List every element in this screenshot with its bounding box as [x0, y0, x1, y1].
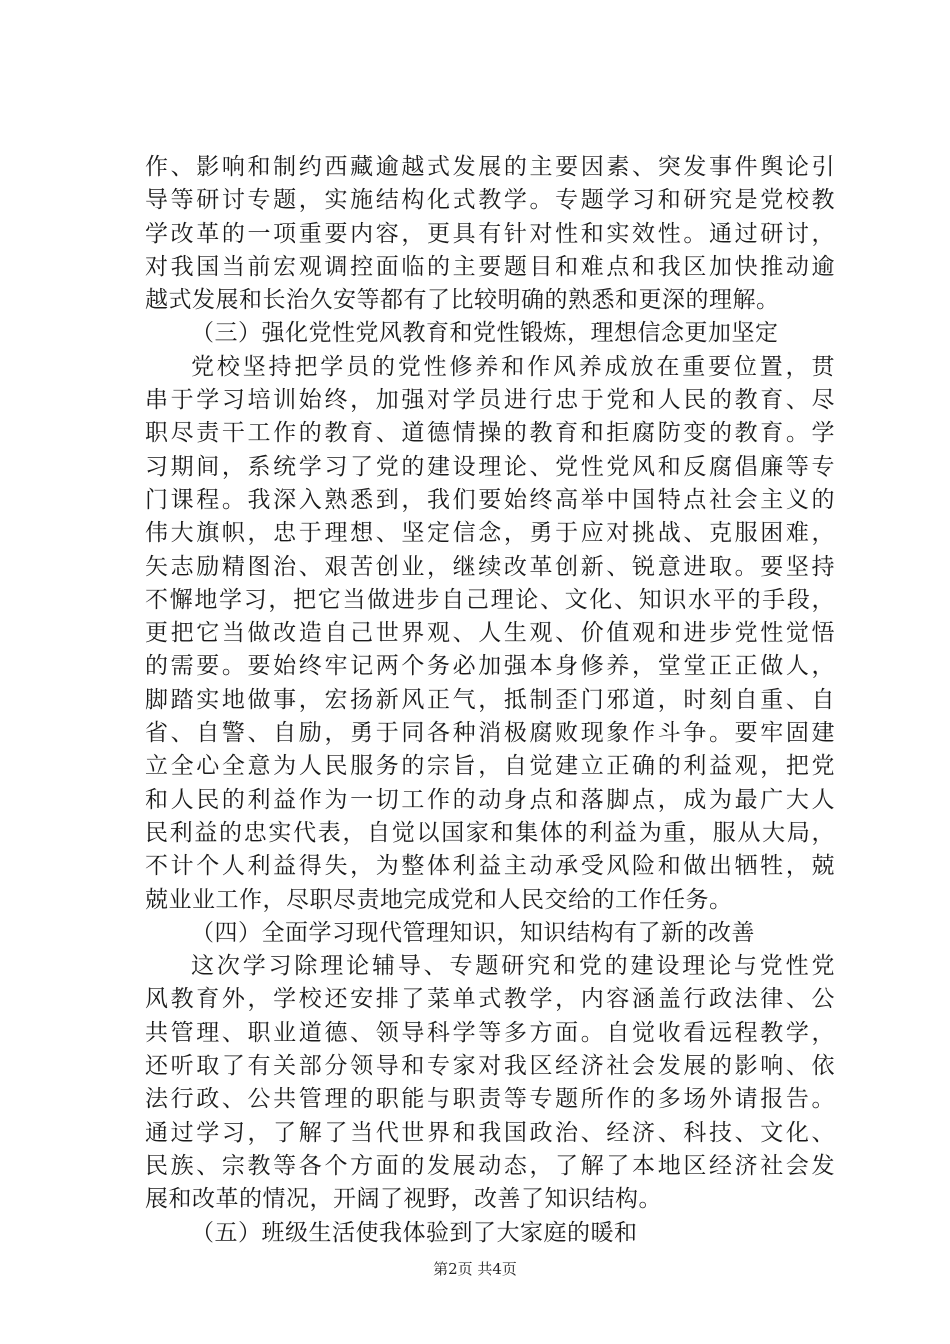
paragraph-line: 脚踏实地做事，宏扬新风正气，抵制歪门邪道，时刻自重、自 [145, 686, 835, 713]
paragraph-line: 学改革的一项重要内容，更具有针对性和实效性。通过研讨， [145, 220, 835, 247]
paragraph-line: 职尽责干工作的教育、道德情操的教育和拒腐防变的教育。学 [145, 420, 835, 447]
paragraph-line: 更把它当做改造自己世界观、人生观、价值观和进步党性觉悟 [145, 620, 835, 647]
paragraph-line: 展和改革的情况，开阔了视野，改善了知识结构。 [145, 1186, 662, 1213]
section-heading-text: （四）全面学习现代管理知识，知识结构有了新的改善 [191, 919, 755, 946]
paragraph-line: 通过学习，了解了当代世界和我国政治、经济、科技、文化、 [145, 1119, 835, 1146]
paragraph-line: 党校坚持把学员的党性修养和作风养成放在重要位置，贯 [191, 353, 835, 380]
paragraph [145, 351, 835, 917]
paragraph-line: 导等研讨专题，实施结构化式教学。专题学习和研究是党校教 [145, 187, 835, 214]
paragraph-line: 兢业业工作，尽职尽责地完成党和人民交给的工作任务。 [145, 886, 733, 913]
section-heading [145, 1217, 835, 1250]
paragraph-line: 立全心全意为人民服务的宗旨，自觉建立正确的利益观，把党 [145, 753, 835, 780]
paragraph-line: 这次学习除理论辅导、专题研究和党的建设理论与党性党 [191, 953, 835, 980]
paragraph-line: 串于学习培训始终，加强对学员进行忠于党和人民的教育、尽 [145, 387, 835, 414]
section-heading [145, 917, 835, 950]
paragraph-line: 还听取了有关部分领导和专家对我区经济社会发展的影响、依 [145, 1053, 835, 1080]
paragraph [145, 151, 835, 317]
paragraph-line: 越式发展和长治久安等都有了比较明确的熟悉和更深的理解。 [145, 287, 780, 314]
page-number-footer: 第2页 共4页 [433, 1260, 517, 1278]
paragraph-line: 对我国当前宏观调控面临的主要题目和难点和我区加快推动逾 [145, 253, 835, 280]
paragraph-line: 伟大旗帜，忠于理想、坚定信念，勇于应对挑战、克服困难， [145, 520, 835, 547]
paragraph-line: 矢志励精图治、艰苦创业，继续改革创新、锐意进取。要坚持 [145, 553, 835, 580]
paragraph-line: 民利益的忠实代表，自觉以国家和集体的利益为重，服从大局， [145, 819, 835, 846]
paragraph-line: 的需要。要始终牢记两个务必加强本身修养，堂堂正正做人， [145, 653, 835, 680]
section-heading-text: （三）强化党性党风教育和党性锻炼，理想信念更加坚定 [191, 320, 779, 347]
paragraph-line: 法行政、公共管理的职能与职责等专题所作的多场外请报告。 [145, 1086, 835, 1113]
paragraph [145, 950, 835, 1216]
paragraph-line: 风教育外，学校还安排了菜单式教学，内容涵盖行政法律、公 [145, 986, 835, 1013]
paragraph-line: 和人民的利益作为一切工作的动身点和落脚点，成为最广大人 [145, 786, 835, 813]
paragraph-line: 省、自警、自励，勇于同各种消极腐败现象作斗争。要牢固建 [145, 720, 835, 747]
document-body [145, 151, 835, 1250]
paragraph-line: 作、影响和制约西藏逾越式发展的主要因素、突发事件舆论引 [145, 154, 835, 180]
paragraph-line: 门课程。我深入熟悉到，我们要始终高举中国特点社会主义的 [145, 486, 835, 513]
section-heading [145, 317, 835, 350]
paragraph-line: 不懈地学习，把它当做进步自己理论、文化、知识水平的手段， [145, 586, 835, 613]
paragraph-line: 民族、宗教等各个方面的发展动态，了解了本地区经济社会发 [145, 1152, 835, 1179]
paragraph-line: 习期间，系统学习了党的建设理论、党性党风和反腐倡廉等专 [145, 453, 835, 480]
paragraph-line: 共管理、职业道德、领导科学等多方面。自觉收看远程教学， [145, 1019, 835, 1046]
section-heading-text: （五）班级生活使我体验到了大家庭的暖和 [191, 1219, 638, 1246]
paragraph-line: 不计个人利益得失，为整体利益主动承受风险和做出牺牲，兢 [145, 853, 835, 880]
